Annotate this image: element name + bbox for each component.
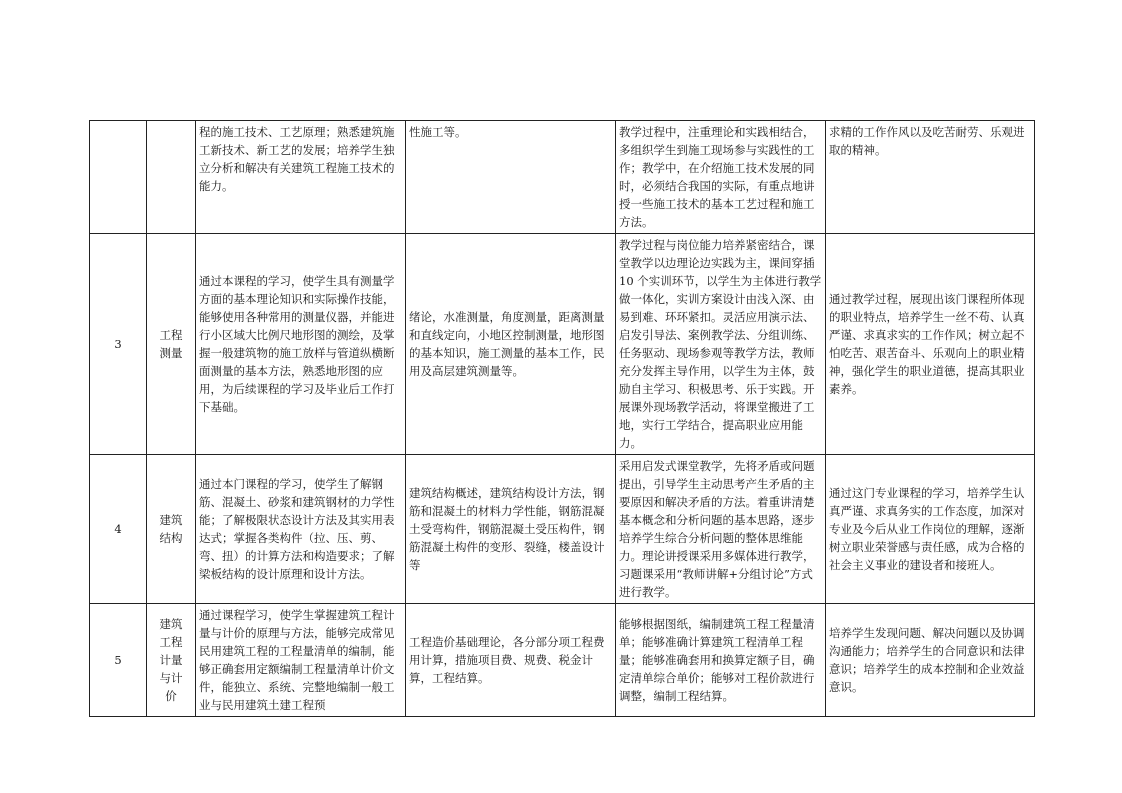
table-row <box>90 455 1035 604</box>
teaching-method: 教学过程中，注重理论和实践相结合，多组织学生到施工现场参与实践性的工作；教学中，在介绍施工技术发展的同时，必须结合我国的实际，有重点地讲授一些施工技术的基本工艺过程和施工方法。 <box>616 121 826 234</box>
quality-goal: 通过教学过程，展现出该门课程所体现的职业特点，培养学生一丝不苟、认真严谨、求真求实的工作作风；树立起不怕吃苦、艰苦奋斗、乐观向上的职业精神，强化学生的职业道德，提高其职业素养。 <box>826 234 1035 455</box>
course-content: 绪论，水准测量，角度测量，距离测量和直线定向，小地区控制测量，地形图的基本知识，施工测量的基本工作，民用及高层建筑测量等。 <box>406 234 616 455</box>
quality-goal: 求精的工作作风以及吃苦耐劳、乐观进取的精神。 <box>826 121 1035 234</box>
course-name <box>147 604 196 717</box>
course-content: 建筑结构概述，建筑结构设计方法，钢筋和混凝土的材料力学性能，钢筋混凝土受弯构件，钢筋混凝土受压构件，钢筋混凝土构件的变形、裂缝，楼盖设计等 <box>406 455 616 604</box>
quality-goal: 通过这门专业课程的学习，培养学生认真严谨、求真务实的工作态度，加深对专业及今后从业工作岗位的理解，逐渐树立职业荣誉感与责任感，成为合格的社会主义事业的建设者和接班人。 <box>826 455 1035 604</box>
course-number <box>90 121 147 234</box>
course-content: 性施工等。 <box>406 121 616 234</box>
quality-goal: 培养学生发现问题、解决问题以及协调沟通能力；培养学生的合同意识和法律意识；培养学生的成本控制和企业效益意识。 <box>826 604 1035 717</box>
course-goal: 程的施工技术、工艺原理；熟悉建筑施工新技术、新工艺的发展；培养学生独立分析和解决有关建筑工程施工技术的能力。 <box>196 121 406 234</box>
teaching-method: 能够根据图纸，编制建筑工程工程量清单；能够准确计算建筑工程清单工程量；能够准确套用和换算定额子目，确定清单综合单价；能够对工程价款进行调整，编制工程结算。 <box>616 604 826 717</box>
course-number: 3 <box>90 234 147 455</box>
table-row <box>90 604 1035 717</box>
course-number: 4 <box>90 455 147 604</box>
course-name <box>147 455 196 604</box>
course-name-text: 建筑结构 <box>159 513 183 545</box>
course-goal: 通过课程学习，使学生掌握建筑工程计量与计价的原理与方法，能够完成常见民用建筑工程的工程量清单的编制，能够正确套用定额编制工程量清单计价文件，能独立、系统、完整地编制一般工业与民用建筑土建工程预 <box>196 604 406 717</box>
course-number: 5 <box>90 604 147 717</box>
teaching-method: 教学过程与岗位能力培养紧密结合，课堂教学以边理论边实践为主，课间穿插 10 个实训环节，以学生为主体进行教学做一体化，实训方案设计由浅入深、由易到难、环环紧扣。灵活应用演示法、启发引导法、案例教学法、分组训练、任务驱动、现场参观等教学方法，教师充分发挥主导作用，以学生为主体，鼓励自主学习、积极思考、乐于实践。开展课外现场教学活动，将课堂搬进了工地，实行工学结合，提高职业应用能力。 <box>616 234 826 455</box>
course-goal: 通过本课程的学习，使学生具有测量学方面的基本理论知识和实际操作技能，能够使用各种常用的测量仪器，并能进行小区域大比例尺地形图的测绘，及掌握一般建筑物的施工放样与管道纵横断面测量的基本方法，熟悉地形图的应用，为后续课程的学习及毕业后工作打下基础。 <box>196 234 406 455</box>
course-goal: 通过本门课程的学习，使学生了解钢筋、混凝土、砂浆和建筑钢材的力学性能；了解极限状态设计方法及其实用表达式；掌握各类构件（拉、压、剪、弯、扭）的计算方法和构造要求；了解梁板结构的设计原理和设计方法。 <box>196 455 406 604</box>
course-name <box>147 234 196 455</box>
table-row <box>90 121 1035 234</box>
course-name <box>147 121 196 234</box>
teaching-method: 采用启发式课堂教学，先将矛盾或问题提出，引导学生主动思考产生矛盾的主要原因和解决矛盾的方法。着重讲清楚基本概念和分析问题的基本思路，逐步培养学生综合分析问题的整体思维能力。理论讲授课采用多媒体进行教学，习题课采用“教师讲解+分组讨论”方式进行教学。 <box>616 455 826 604</box>
course-name-text: 建筑工程计量与计价 <box>159 617 183 703</box>
course-name-text: 工程测量 <box>159 328 183 360</box>
course-content: 工程造价基础理论，各分部分项工程费用计算，措施项目费、规费、税金计算，工程结算。 <box>406 604 616 717</box>
curriculum-table <box>89 120 1035 717</box>
table-row <box>90 234 1035 455</box>
